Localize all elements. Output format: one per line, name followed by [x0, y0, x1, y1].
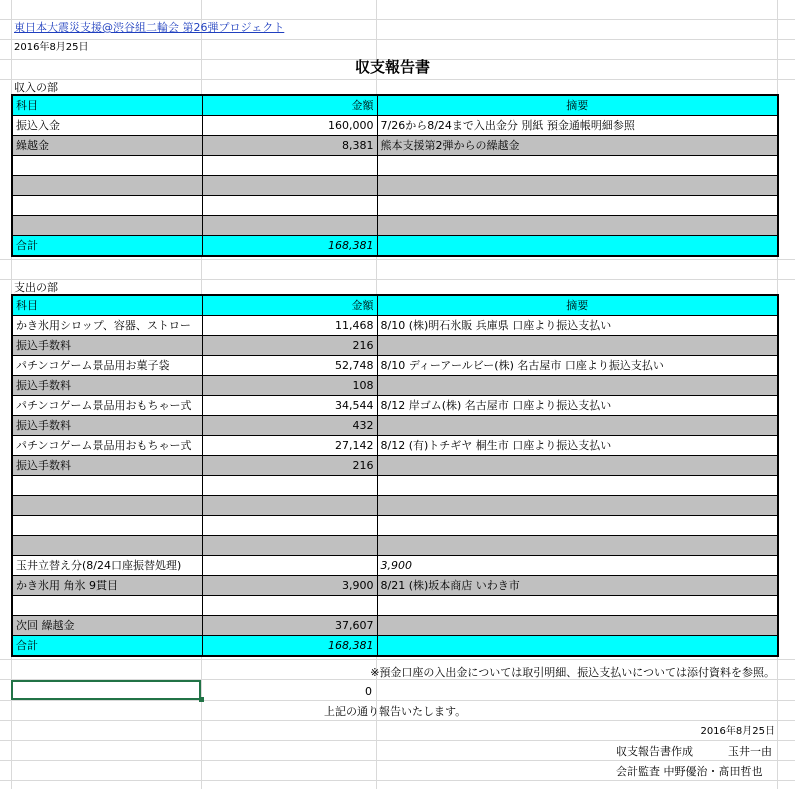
- expense-section-label: 支出の部: [14, 281, 58, 294]
- item-cell[interactable]: かき氷用シロップ、容器、ストロー: [12, 316, 202, 336]
- table-row: [12, 216, 778, 236]
- amount-cell[interactable]: 216: [202, 456, 377, 476]
- income-header-row: [12, 95, 778, 116]
- col-header-item: 科目: [12, 95, 202, 116]
- memo-cell[interactable]: [377, 376, 778, 396]
- item-cell[interactable]: 繰越金: [12, 136, 202, 156]
- amount-cell[interactable]: 52,748: [202, 356, 377, 376]
- memo-cell[interactable]: [377, 176, 778, 196]
- memo-cell[interactable]: 8/10 ディーアールビー(株) 名古屋市 口座より振込支払い: [377, 356, 778, 376]
- total-memo-cell[interactable]: [377, 636, 778, 657]
- expense-total-row: [12, 636, 778, 657]
- memo-cell[interactable]: [377, 336, 778, 356]
- col-header-memo: 摘要: [377, 295, 778, 316]
- income-section-label: 収入の部: [14, 81, 58, 94]
- memo-cell[interactable]: [377, 476, 778, 496]
- amount-cell[interactable]: [202, 536, 377, 556]
- table-row: [12, 356, 778, 376]
- col-header-amount: 金額: [202, 95, 377, 116]
- amount-cell[interactable]: 432: [202, 416, 377, 436]
- author-label: 収支報告書作成: [616, 745, 693, 758]
- item-cell[interactable]: [12, 516, 202, 536]
- table-row: [12, 156, 778, 176]
- item-cell[interactable]: [12, 156, 202, 176]
- total-amount[interactable]: 168,381: [202, 236, 377, 257]
- total-memo-cell[interactable]: [377, 236, 778, 257]
- item-cell[interactable]: 振込手数料: [12, 336, 202, 356]
- memo-cell[interactable]: [377, 456, 778, 476]
- memo-cell[interactable]: [377, 616, 778, 636]
- page-title: 収支報告書: [355, 58, 431, 76]
- memo-cell[interactable]: 7/26から8/24まで入出金分 別紙 預金通帳明細参照: [377, 116, 778, 136]
- expense-header-row: [12, 295, 778, 316]
- table-row: [12, 576, 778, 596]
- table-row: [12, 176, 778, 196]
- amount-cell[interactable]: 37,607: [202, 616, 377, 636]
- table-row: [12, 456, 778, 476]
- table-row: [12, 476, 778, 496]
- table-row: [12, 516, 778, 536]
- memo-cell[interactable]: [377, 516, 778, 536]
- item-cell[interactable]: [12, 216, 202, 236]
- item-cell[interactable]: [12, 596, 202, 616]
- amount-cell[interactable]: [202, 496, 377, 516]
- table-row: [12, 336, 778, 356]
- table-row: [12, 616, 778, 636]
- zero-value: 0: [365, 685, 372, 698]
- amount-cell[interactable]: 27,142: [202, 436, 377, 456]
- memo-cell[interactable]: 8/12 (有)トチギヤ 桐生市 口座より振込支払い: [377, 436, 778, 456]
- table-row: [12, 136, 778, 156]
- memo-cell[interactable]: [377, 496, 778, 516]
- col-header-memo: 摘要: [377, 95, 778, 116]
- header-date: 2016年8月25日: [14, 42, 89, 53]
- audit-line: 会計監査 中野優治・髙田哲也: [616, 765, 763, 778]
- item-cell[interactable]: パチンコゲーム景品用おもちゃー式: [12, 436, 202, 456]
- amount-cell[interactable]: [202, 596, 377, 616]
- table-row: [12, 596, 778, 616]
- item-cell[interactable]: 振込入金: [12, 116, 202, 136]
- table-row: [12, 116, 778, 136]
- amount-cell[interactable]: 11,468: [202, 316, 377, 336]
- table-row: [12, 376, 778, 396]
- item-cell[interactable]: パチンコゲーム景品用お菓子袋: [12, 356, 202, 376]
- total-label[interactable]: 合計: [12, 636, 202, 657]
- item-cell[interactable]: [12, 476, 202, 496]
- memo-cell[interactable]: [377, 216, 778, 236]
- fill-handle[interactable]: [199, 697, 204, 702]
- amount-cell[interactable]: [202, 556, 377, 576]
- income-total-row: [12, 236, 778, 257]
- item-cell[interactable]: 振込手数料: [12, 376, 202, 396]
- table-row: [12, 196, 778, 216]
- item-cell[interactable]: [12, 196, 202, 216]
- table-row: [12, 396, 778, 416]
- memo-cell[interactable]: [377, 156, 778, 176]
- author-name: 玉井一由: [728, 745, 772, 758]
- table-row: [12, 436, 778, 456]
- selected-cell[interactable]: [11, 680, 201, 700]
- col-header-item: 科目: [12, 295, 202, 316]
- report-statement: 上記の通り報告いたします。: [324, 705, 467, 718]
- item-cell[interactable]: [12, 536, 202, 556]
- expense-table: [11, 294, 779, 657]
- project-link[interactable]: 東日本大震災支援@渋谷組二輪会 第26弾プロジェクト: [14, 21, 285, 34]
- total-label[interactable]: 合計: [12, 236, 202, 257]
- amount-cell[interactable]: 8,381: [202, 136, 377, 156]
- amount-cell[interactable]: 3,900: [202, 576, 377, 596]
- item-cell[interactable]: 次回 繰越金: [12, 616, 202, 636]
- item-cell[interactable]: かき氷用 角氷 9貫目: [12, 576, 202, 596]
- amount-cell[interactable]: 34,544: [202, 396, 377, 416]
- col-header-amount: 金額: [202, 295, 377, 316]
- memo-cell[interactable]: [377, 416, 778, 436]
- amount-cell[interactable]: [202, 476, 377, 496]
- table-row: [12, 316, 778, 336]
- table-row: [12, 416, 778, 436]
- amount-cell[interactable]: 216: [202, 336, 377, 356]
- amount-cell[interactable]: 160,000: [202, 116, 377, 136]
- item-cell[interactable]: [12, 176, 202, 196]
- memo-cell[interactable]: [377, 536, 778, 556]
- item-cell[interactable]: 玉井立替え分(8/24口座振替処理): [12, 556, 202, 576]
- amount-cell[interactable]: [202, 216, 377, 236]
- table-row: [12, 556, 778, 576]
- footer-date: 2016年8月25日: [700, 726, 775, 737]
- item-cell[interactable]: パチンコゲーム景品用おもちゃー式: [12, 396, 202, 416]
- amount-cell[interactable]: [202, 176, 377, 196]
- total-amount[interactable]: 168,381: [202, 636, 377, 657]
- memo-cell[interactable]: [377, 196, 778, 216]
- item-cell[interactable]: 振込手数料: [12, 456, 202, 476]
- memo-cell[interactable]: [377, 596, 778, 616]
- amount-cell[interactable]: [202, 156, 377, 176]
- item-cell[interactable]: [12, 496, 202, 516]
- memo-cell[interactable]: 8/10 (株)明石氷販 兵庫県 口座より振込支払い: [377, 316, 778, 336]
- memo-cell[interactable]: 3,900: [377, 556, 778, 576]
- table-row: [12, 496, 778, 516]
- memo-cell[interactable]: 8/12 岸ゴム(株) 名古屋市 口座より振込支払い: [377, 396, 778, 416]
- income-table: [11, 94, 779, 257]
- amount-cell[interactable]: [202, 516, 377, 536]
- reference-note: ※預金口座の入出金については取引明細、振込支払いについては添付資料を参照。: [370, 666, 775, 679]
- item-cell[interactable]: 振込手数料: [12, 416, 202, 436]
- table-row: [12, 536, 778, 556]
- amount-cell[interactable]: [202, 196, 377, 216]
- memo-cell[interactable]: 8/21 (株)坂本商店 いわき市: [377, 576, 778, 596]
- memo-cell[interactable]: 熊本支援第2弾からの繰越金: [377, 136, 778, 156]
- amount-cell[interactable]: 108: [202, 376, 377, 396]
